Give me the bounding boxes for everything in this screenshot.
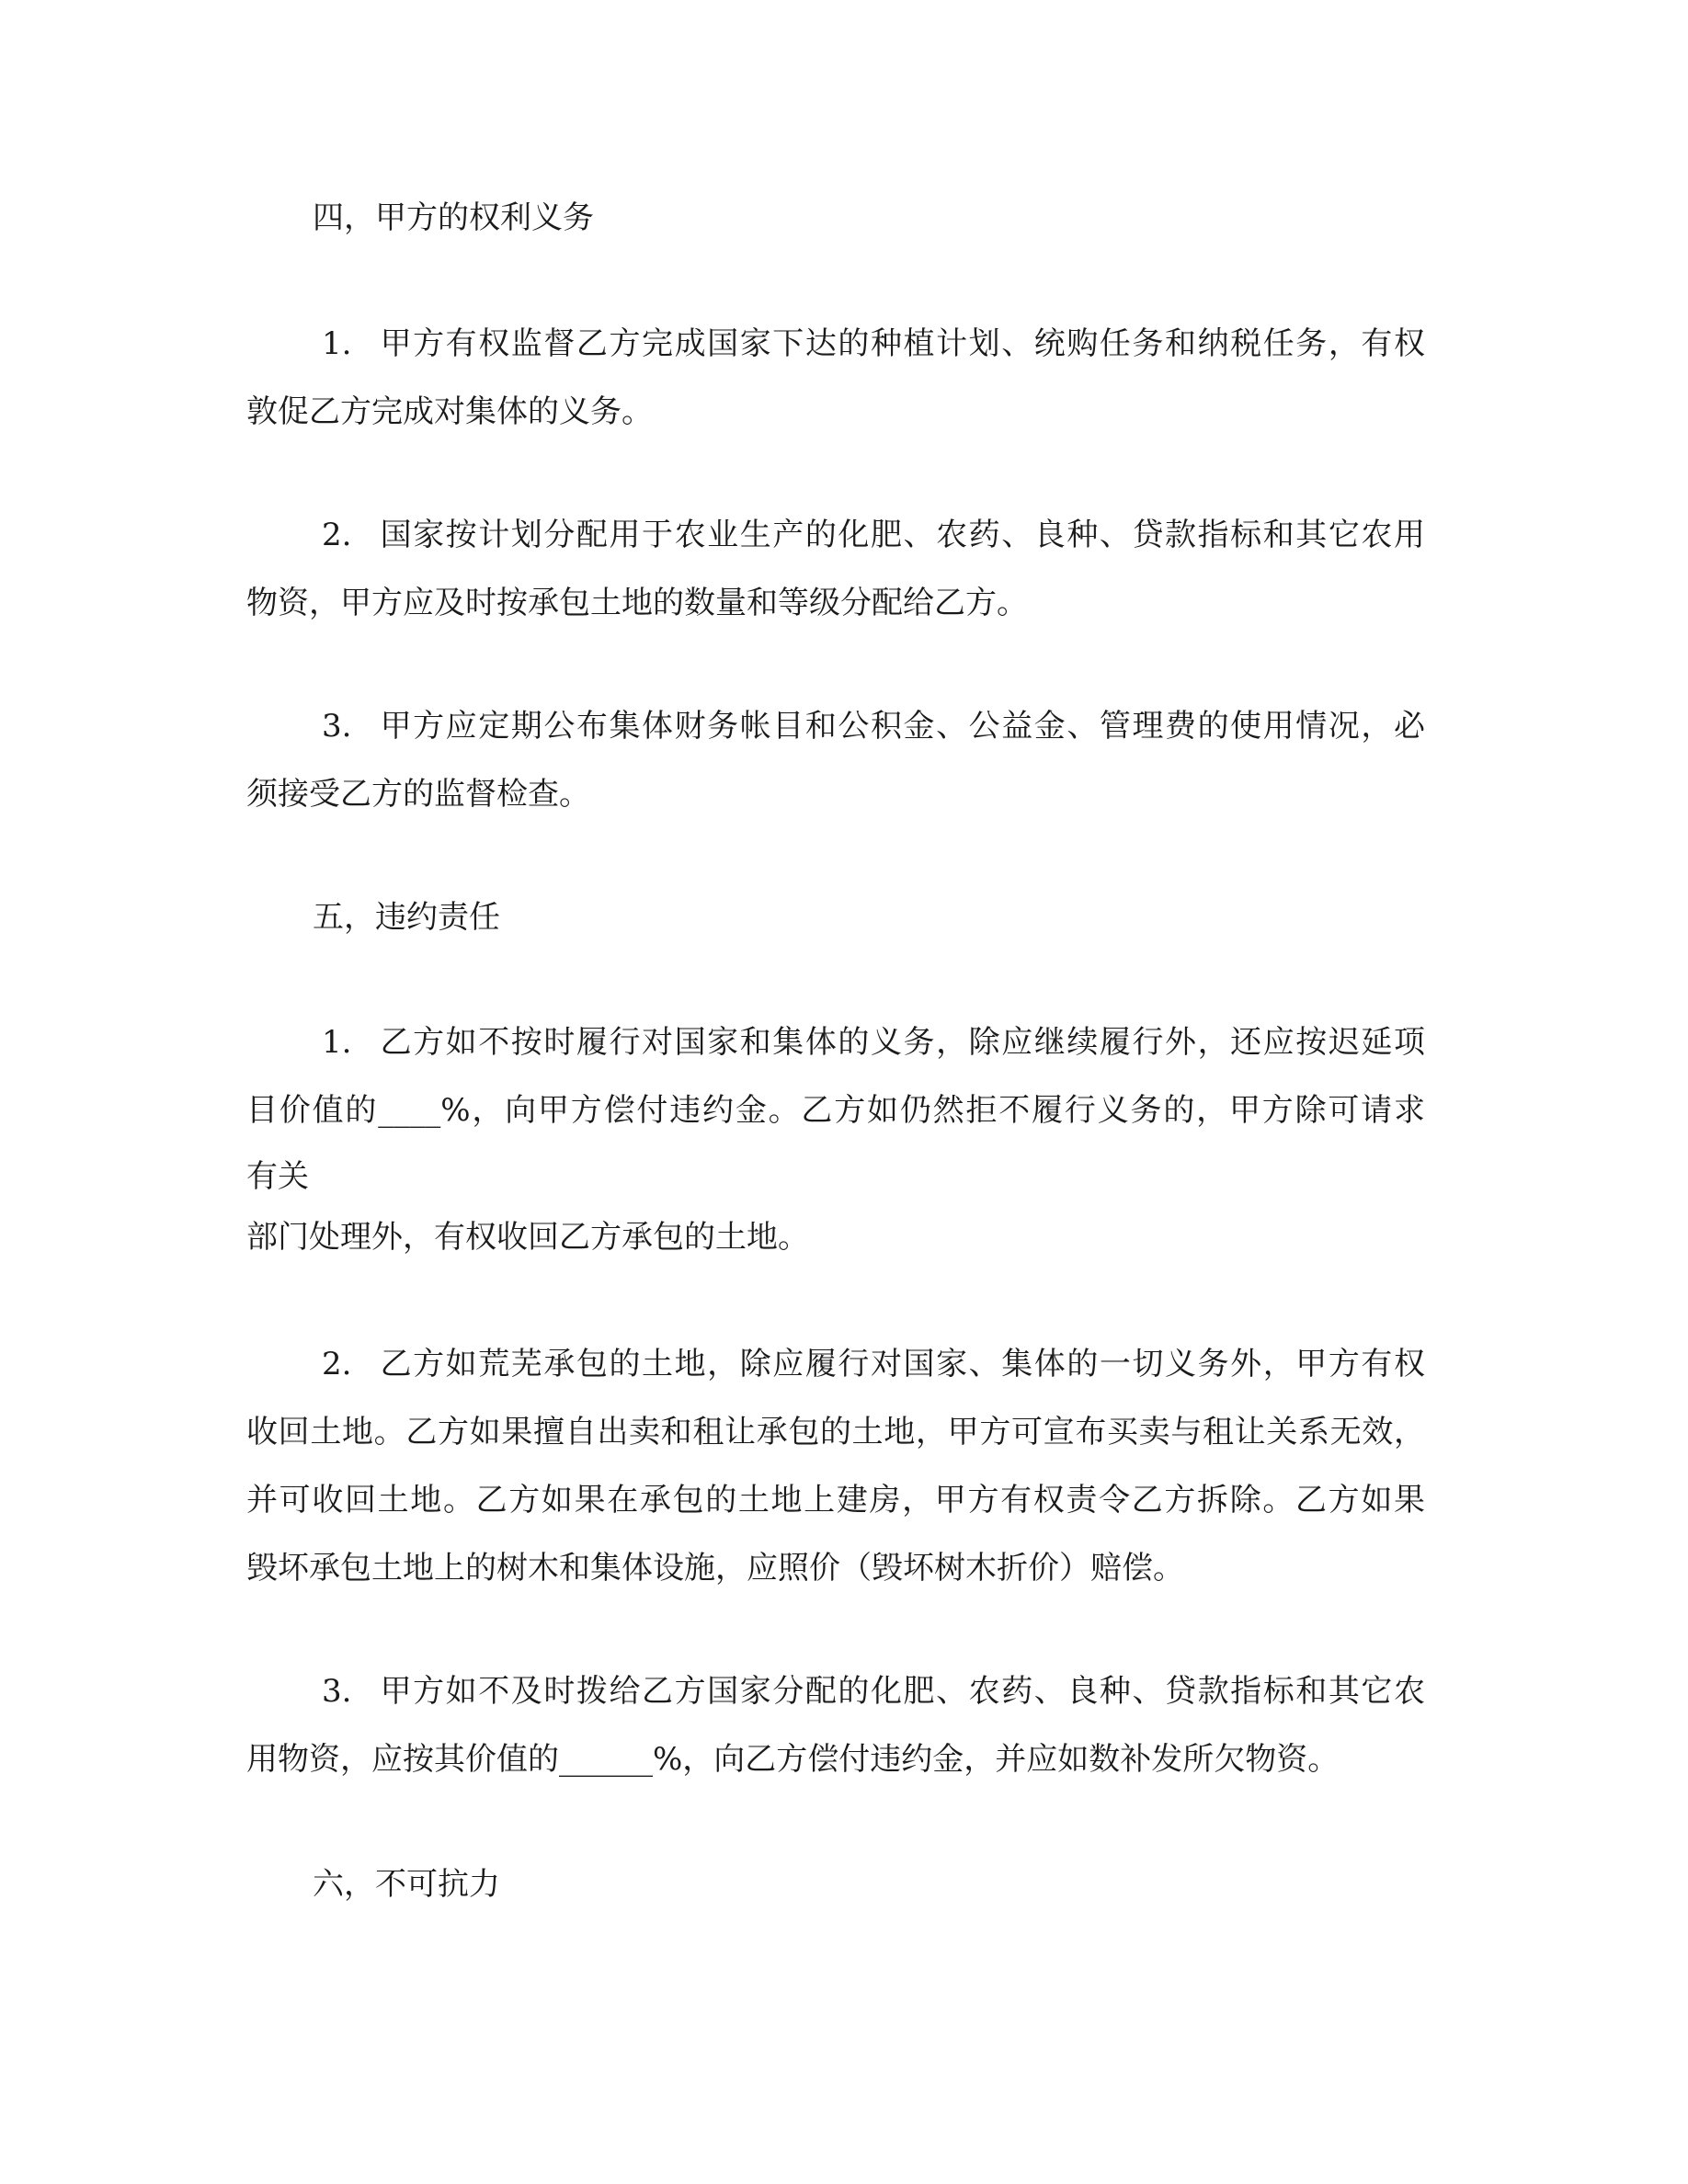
item-text: 国家按计划分配用于农业生产的化肥、农药、良种、贷款指标和其它农用 bbox=[379, 517, 1425, 553]
section-4-item-1-line-2: 敦促乙方完成对集体的义务。 bbox=[246, 393, 653, 430]
section-5-item-2-line-4: 毁坏承包土地上的树木和集体设施，应照价（毁坏树木折价）赔偿。 bbox=[246, 1550, 1184, 1587]
section-5-heading: 五，违约责任 bbox=[313, 899, 500, 936]
section-5-item-2-line-1 bbox=[322, 1344, 1425, 1384]
section-4-heading: 四，甲方的权利义务 bbox=[313, 199, 594, 236]
item-number: 1. bbox=[322, 1024, 352, 1061]
section-5-item-1-line-3: 有关 bbox=[246, 1158, 309, 1195]
item-number: 2. bbox=[322, 517, 352, 553]
section-5-item-1-line-1 bbox=[322, 1022, 1425, 1063]
section-6-heading: 六，不可抗力 bbox=[313, 1866, 500, 1903]
item-number: 3. bbox=[322, 708, 352, 745]
item-number: 3. bbox=[322, 1673, 352, 1710]
item-number: 1. bbox=[322, 325, 352, 362]
section-5-item-2-line-2: 收回土地。乙方如果擅自出卖和租让承包的土地，甲方可宣布买卖与租让关系无效， bbox=[246, 1414, 1425, 1450]
item-text: 乙方如荒芜承包的土地，除应履行对国家、集体的一切义务外，甲方有权 bbox=[379, 1346, 1425, 1382]
section-5-item-1-line-4: 部门处理外，有权收回乙方承包的土地。 bbox=[246, 1219, 809, 1256]
section-5-item-3-line-1 bbox=[322, 1671, 1425, 1712]
item-text: 甲方如不及时拨给乙方国家分配的化肥、农药、良种、贷款指标和其它农 bbox=[379, 1673, 1425, 1710]
item-text: 乙方如不按时履行对国家和集体的义务，除应继续履行外，还应按迟延项 bbox=[379, 1024, 1425, 1061]
section-4-item-1-line-1 bbox=[322, 324, 1425, 364]
section-4-item-3-line-1 bbox=[322, 706, 1425, 746]
section-5-item-1-line-2: 目价值的____%，向甲方偿付违约金。乙方如仍然拒不履行义务的，甲方除可请求 bbox=[246, 1092, 1425, 1129]
item-text: 甲方应定期公布集体财务帐目和公积金、公益金、管理费的使用情况，必 bbox=[379, 708, 1425, 745]
section-4-item-3-line-2: 须接受乙方的监督检查。 bbox=[246, 776, 590, 813]
section-4-item-2-line-1 bbox=[322, 515, 1425, 555]
section-4-item-2-line-2: 物资，甲方应及时按承包土地的数量和等级分配给乙方。 bbox=[246, 585, 1028, 621]
section-5-item-2-line-3: 并可收回土地。乙方如果在承包的土地上建房，甲方有权责令乙方拆除。乙方如果 bbox=[246, 1482, 1425, 1519]
section-5-item-3-line-2: 用物资，应按其价值的______%，向乙方偿付违约金，并应如数补发所欠物资。 bbox=[246, 1741, 1340, 1778]
item-text: 甲方有权监督乙方完成国家下达的种植计划、统购任务和纳税任务，有权 bbox=[379, 325, 1425, 362]
item-number: 2. bbox=[322, 1346, 352, 1382]
